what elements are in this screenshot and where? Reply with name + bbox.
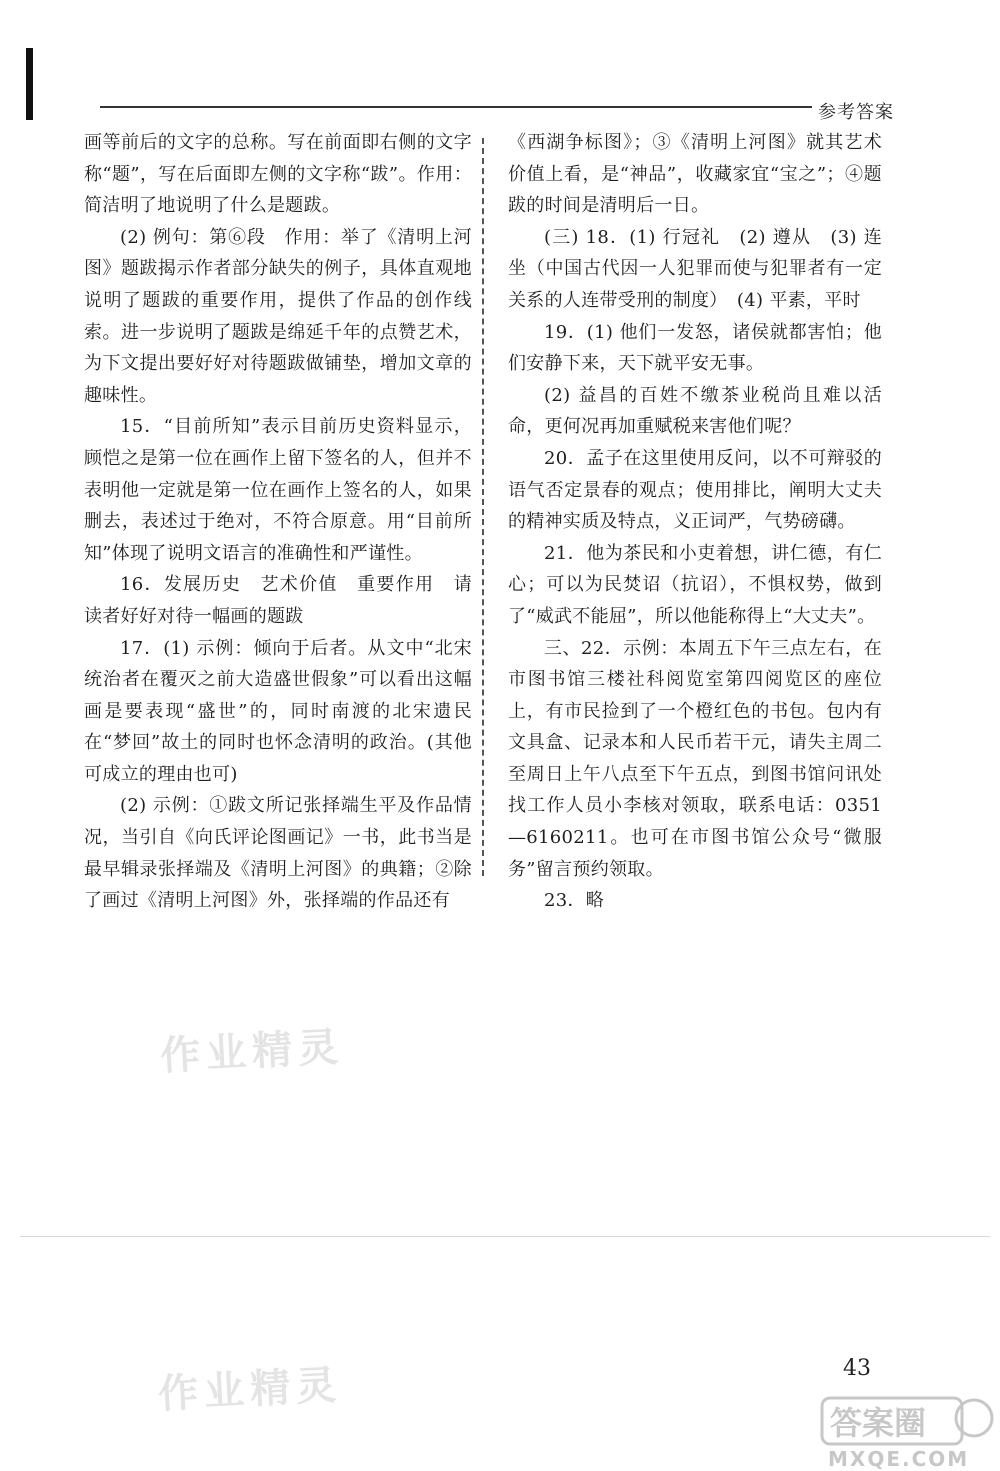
answer-paragraph: 16．发展历史 艺术价值 重要作用 请读者好好对待一幅画的题跋 (84, 574, 472, 627)
watermark-lower: 作业精灵 (157, 1362, 344, 1418)
answer-paragraph: 19．(1) 他们一发怒，诸侯就都害怕；他们安静下来，天下就平安无事。 (508, 321, 882, 375)
answer-paragraph: 21．他为茶民和小吏着想，讲仁德，有仁心；可以为民焚诏（抗诏），不惧权势，做到了“威武不能屈”，所以他能称得上“大丈夫”。 (508, 542, 882, 627)
column-divider (482, 138, 484, 876)
answer-paragraph: (2) 示例：①跋文所记张择端生平及作品情况，当引自《向氏评论图画记》一书，此书当是最早辑录张择端及《清明上河图》的典籍；②除了画过《清明上河图》外，张择端的作品还有 (84, 795, 472, 912)
page-number: 43 (843, 1356, 871, 1381)
answer-paragraph: 15．“目前所知”表示目前历史资料显示，顾恺之是第一位在画作上留下签名的人，但并不表明他一定就是第一位在画作上签名的人，如果删去，表述过于绝对，不符合原意。用“目前所知”体现了说明文语言的准确性和严谨性。 (84, 416, 472, 564)
header-rule (100, 106, 812, 108)
answer-paragraph: 23．略 (544, 890, 605, 912)
answer-paragraph: (2) 益昌的百姓不缴茶业税尚且难以活命，更何况再加重赋税来害他们呢？ (508, 384, 882, 438)
answer-paragraph: 画等前后的文字的总称。写在前面即右侧的文字称“题”，写在后面即左侧的文字称“跋”。作用：简洁明了地说明了什么是题跋。 (84, 132, 472, 217)
site-logo-url: MXQE.COM (828, 1447, 970, 1471)
answer-paragraph: 20．孟子在这里使用反问，以不可辩驳的语气否定景春的观点；使用排比，阐明大丈夫的精神实质及特点，义正词严，气势磅礴。 (508, 447, 882, 533)
header-title: 参考答案 (818, 102, 894, 123)
faint-rule (20, 1236, 990, 1237)
binding-edge-mark (26, 48, 33, 120)
answer-column-left (84, 127, 472, 917)
answer-paragraph: 《西湖争标图》；③《清明上河图》就其艺术价值上看，是“神品”，收藏家宜“宝之”；④题跋的时间是清明后一日。 (508, 132, 882, 217)
answer-paragraph: (2) 例句：第⑥段 作用：举了《清明上河图》题跋揭示作者部分缺失的例子，具体直观地说明了题跋的重要作用，提供了作品的创作线索。进一步说明了题跋是绵延千年的点赞艺术，为下文提出要好好对待题跋做铺垫，增加文章的趣味性。 (84, 226, 472, 406)
answer-paragraph: 17．(1) 示例：倾向于后者。从文中“北宋统治者在覆灭之前大造盛世假象”可以看出这幅画是要表现“盛世”的，同时南渡的北宋遗民在“梦回”故土的同时也怀念清明的政治。(其他可成立的理由也可) (84, 637, 472, 785)
answer-column-right (508, 127, 882, 917)
answer-paragraph: (三) 18．(1) 行冠礼 (2) 遵从 (3) 连坐（中国古代因一人犯罪而使与犯罪者有一定关系的人连带受刑的制度） (4) 平素，平时 (508, 226, 882, 311)
site-logo-icon (818, 1394, 996, 1471)
site-logo-text: 答案圈 (830, 1404, 927, 1442)
answer-paragraph: 三、22．示例：本周五下午三点左右，在市图书馆三楼社科阅览室第四阅览区的座位上，有市民捡到了一个橙红色的书包。包内有文具盒、记录本和人民币若干元，请失主周二至周日上午八点至下午五点，到图书馆问讯处找工作人员小李核对领取，联系电话：0351—6160211。也可在市图书馆公众号“微服务”留言预约领取。 (508, 637, 882, 880)
watermark-upper: 作业精灵 (159, 1024, 346, 1080)
